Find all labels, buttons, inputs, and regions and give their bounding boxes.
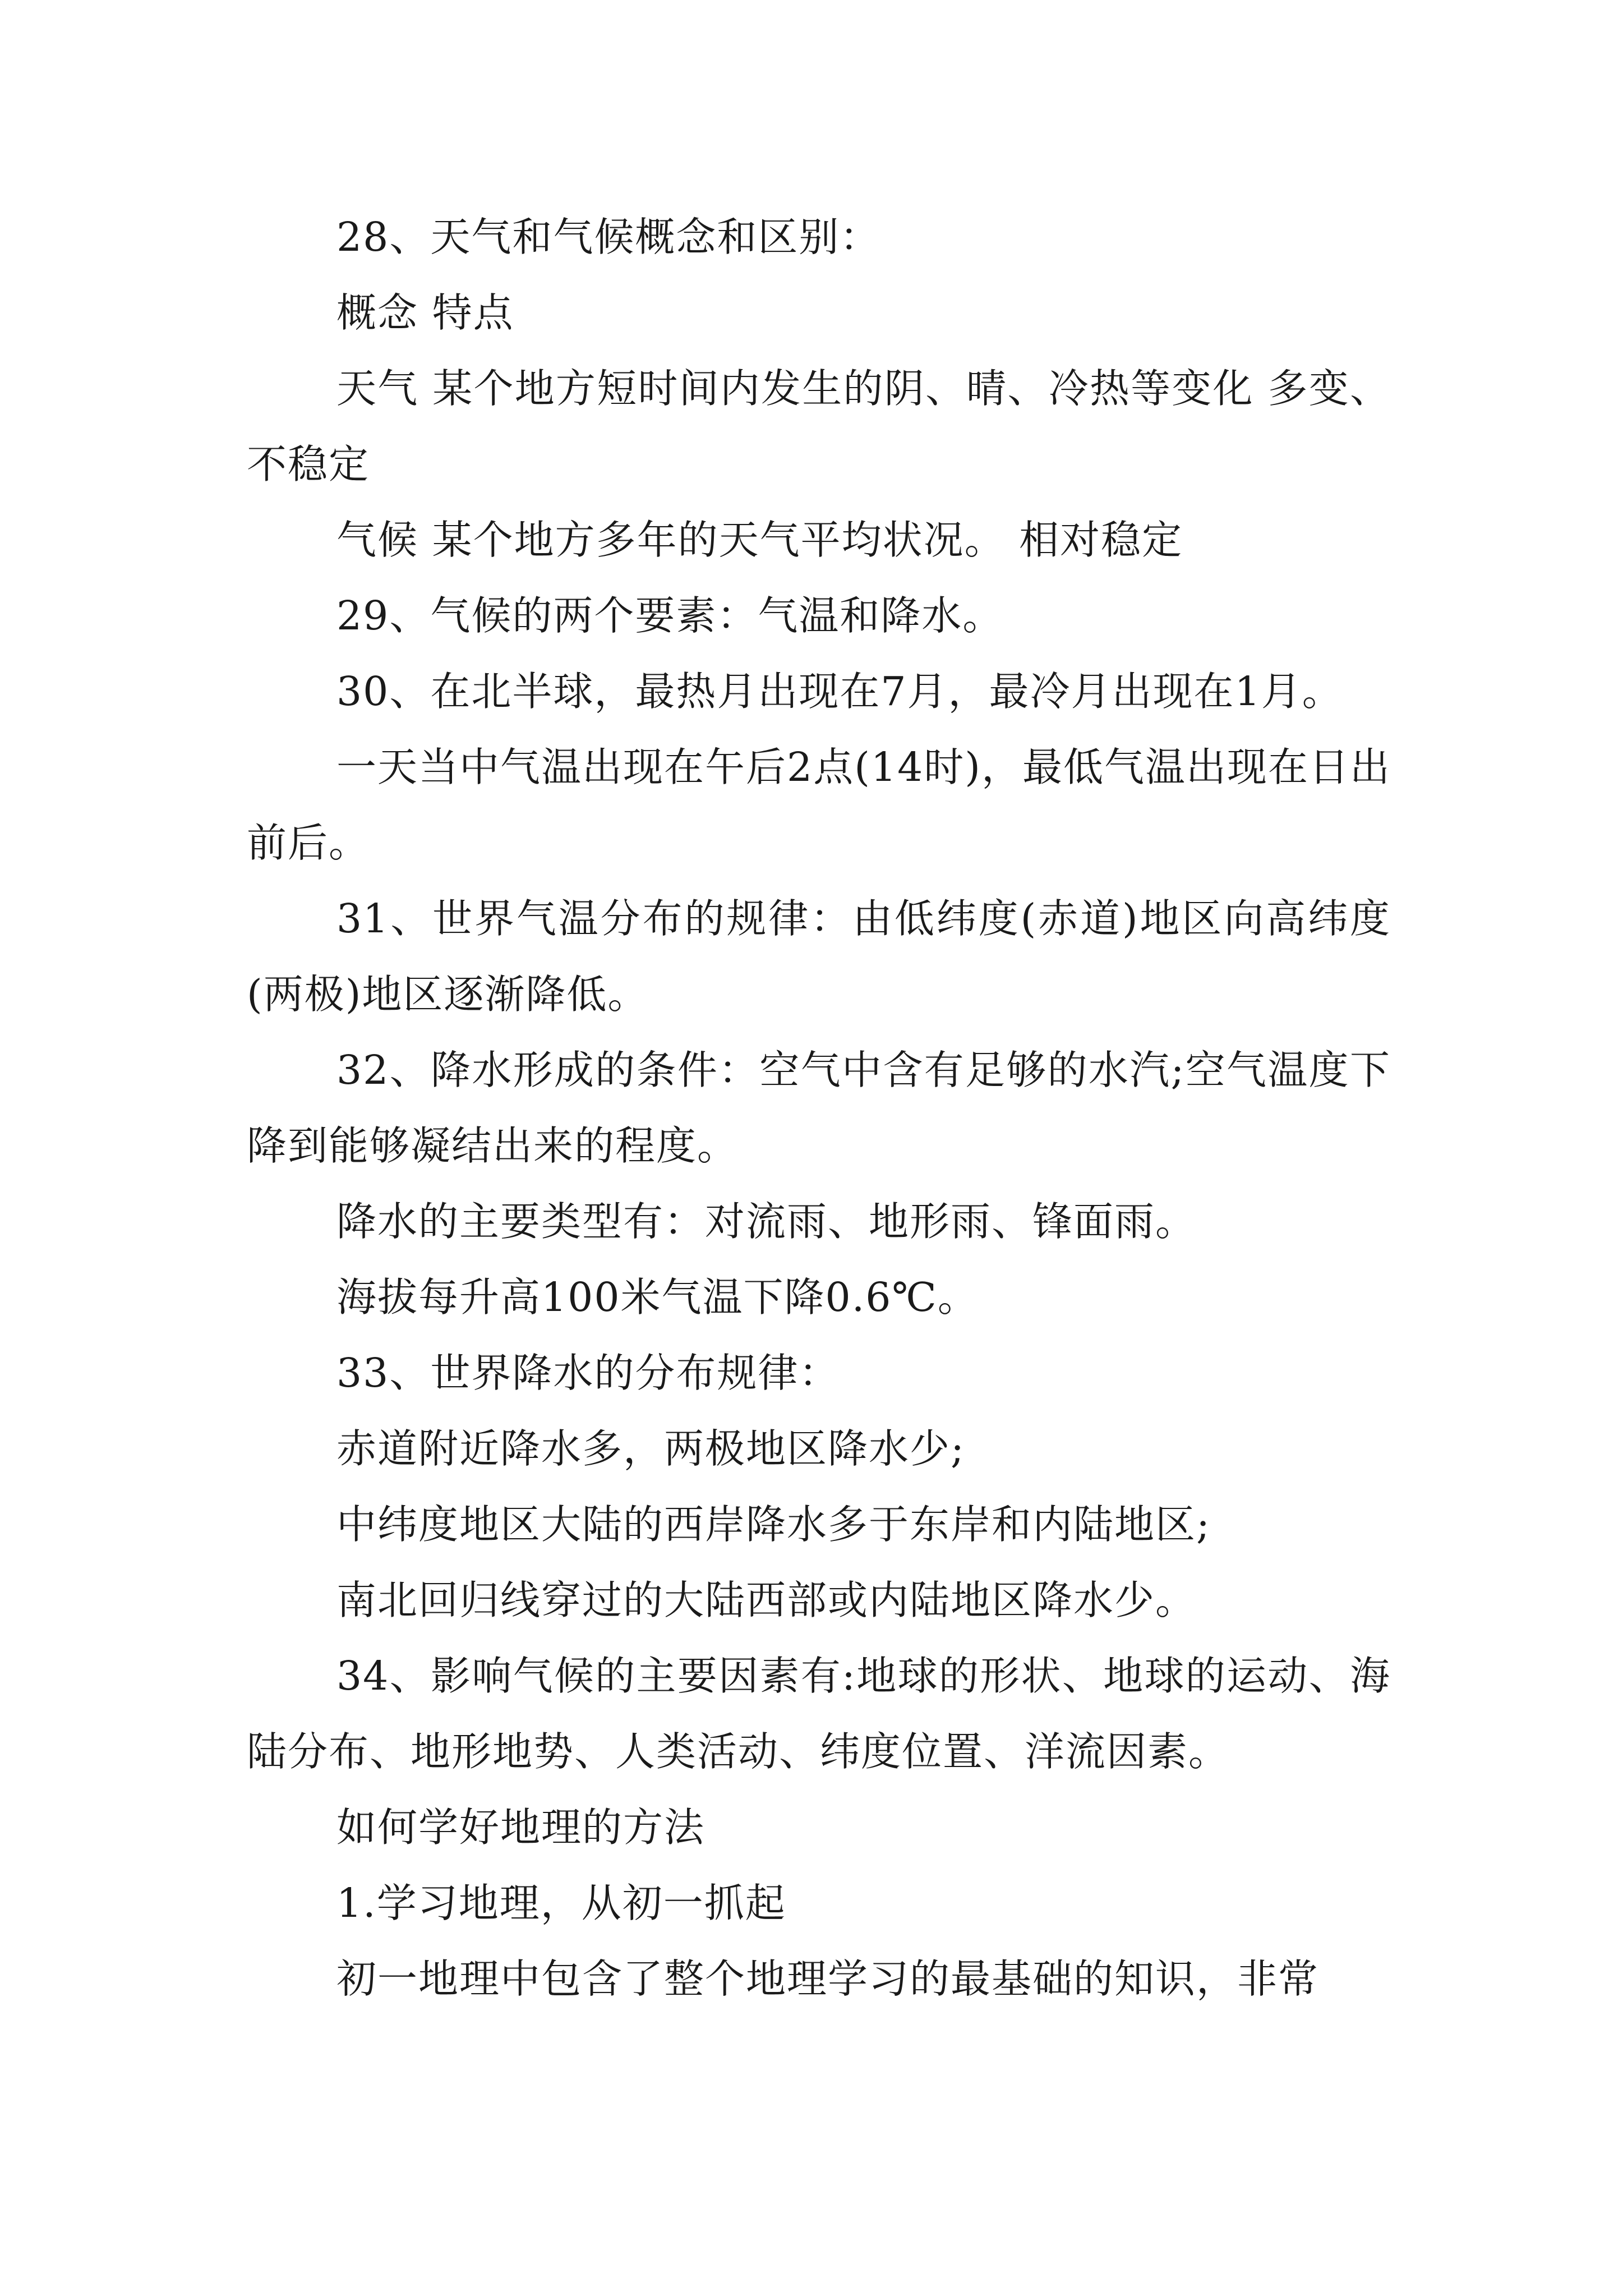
paragraph-33: 33、世界降水的分布规律： bbox=[336, 1350, 840, 1396]
paragraph-34: 34、影响气候的主要因素有:地球的形状、地球的运动、海陆分布、地形地势、人类活动、纬度位置、洋流因素。 bbox=[247, 1653, 1391, 1775]
paragraph-daily-temperature: 一天当中气温出现在午后2点(14时)，最低气温出现在日出前后。 bbox=[247, 744, 1391, 866]
document-body bbox=[247, 199, 1391, 2017]
paragraph-equator-precipitation: 赤道附近降水多，两极地区降水少; bbox=[336, 1425, 965, 1472]
paragraph-concept-header: 概念 特点 bbox=[336, 289, 514, 336]
paragraph-study-methods-heading: 如何学好地理的方法 bbox=[336, 1804, 706, 1851]
paragraph-altitude-temperature: 海拔每升高100米气温下降0.6℃。 bbox=[336, 1274, 979, 1320]
paragraph-midlatitude-precipitation: 中纬度地区大陆的西岸降水多于东岸和内陆地区; bbox=[336, 1501, 1211, 1548]
paragraph-method-1: 1.学习地理，从初一抓起 bbox=[336, 1880, 786, 1926]
paragraph-tropics-precipitation: 南北回归线穿过的大陆西部或内陆地区降水少。 bbox=[336, 1577, 1197, 1623]
paragraph-weather-definition: 天气 某个地方短时间内发生的阴、晴、冷热等变化 多变、不稳定 bbox=[247, 365, 1391, 487]
paragraph-climate-definition: 气候 某个地方多年的天气平均状况。 相对稳定 bbox=[336, 517, 1183, 563]
paragraph-32: 32、降水形成的条件：空气中含有足够的水汽;空气温度下降到能够凝结出来的程度。 bbox=[247, 1047, 1391, 1169]
paragraph-precipitation-types: 降水的主要类型有：对流雨、地形雨、锋面雨。 bbox=[336, 1198, 1197, 1245]
paragraph-31: 31、世界气温分布的规律：由低纬度(赤道)地区向高纬度(两极)地区逐渐降低。 bbox=[247, 895, 1391, 1018]
paragraph-29: 29、气候的两个要素：气温和降水。 bbox=[336, 592, 1004, 639]
paragraph-30: 30、在北半球，最热月出现在7月，最冷月出现在1月。 bbox=[336, 668, 1343, 715]
paragraph-28-heading: 28、天气和气候概念和区别： bbox=[336, 214, 881, 260]
paragraph-method-1-body: 初一地理中包含了整个地理学习的最基础的知识，非常 bbox=[336, 1955, 1320, 2002]
